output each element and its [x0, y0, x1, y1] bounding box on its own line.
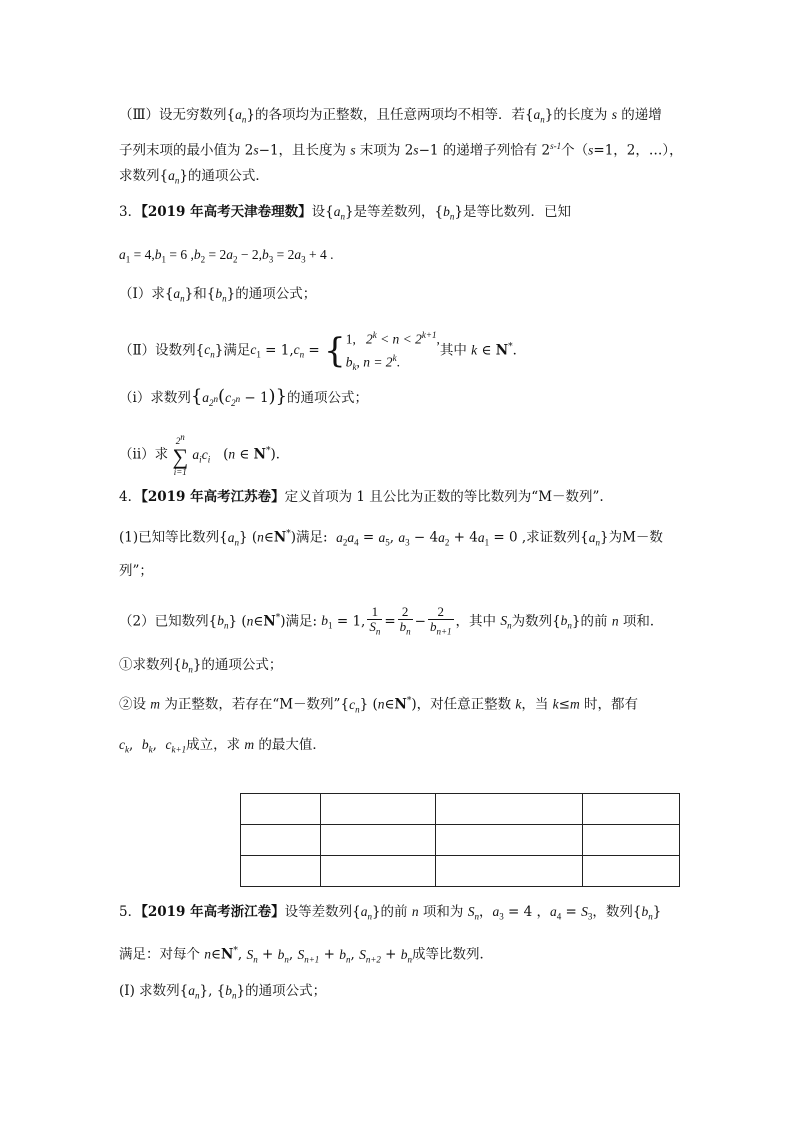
- empty-table: [240, 793, 680, 887]
- q5-header: 5．【2019 年高考浙江卷】设等差数列$\{a_n\}$的前 n 项和为 $S_n$，$a_3 = 4$ ，$a_4 = S_3$，数列$\{b_n\}$: [119, 904, 662, 922]
- q3-part2: （Ⅱ）设数列$\{c_n\}$满足$c_1 = 1,c_n$ = { 1, $2^k < n < 2^{k+1}$, $b_k$, $n = 2^k$. 其中 k ∈ N*．: [119, 330, 527, 372]
- q4-p1-cont: 列”；: [119, 563, 153, 579]
- q4-source: 【2019 年高考江苏卷】: [141, 489, 285, 505]
- q5-stem2: 满足：对每个 n∈N*, $S_n + b_n$, $S_{n+1} + b_n$, $S_{n+2} + b_n$成等比数列．: [119, 946, 494, 965]
- p3-line1: （Ⅲ）设无穷数列$\{a_n\}$的各项均为正整数，且任意两项均不相等．若$\{a_n\}$的长度为 s 的递增: [119, 107, 662, 125]
- q3-sub-ii: （ii）求 2$^n$ ∑ i=1 $a_ic_i$ (n ∈ N*)．: [119, 432, 290, 477]
- table-row: [241, 794, 680, 825]
- q4-c1: ①求数列$\{b_n\}$的通项公式；: [119, 657, 283, 675]
- q3-number: 3．: [119, 204, 142, 220]
- q4-c3: $c_k$, $b_k$, $c_{k+1}$成立，求 m 的最大值．: [119, 737, 326, 755]
- q4-number: 4．: [119, 489, 142, 505]
- q3-sub-i: （i）求数列$\{a_{2^n}(c_{2^n} - 1)\}$的通项公式；: [119, 386, 369, 408]
- q3-source: 【2019 年高考天津卷理数】: [141, 204, 312, 220]
- q3-part1: （Ⅰ）求$\{a_n\}$和$\{b_n\}$的通项公式；: [119, 286, 317, 304]
- q4-c2: ②设 m 为正整数，若存在“M－数列$”\{c_n\}$ (n∈N*)，对任意正整数 k，当 k≤m 时，都有: [119, 696, 639, 715]
- q4-p1: (1)已知等比数列$\{a_n\}$ (n∈N*)满足: $a_2a_4 = a_5$, $a_3 - 4a_2 + 4a_1 = 0$ ,求证数列$\{a_n\}$为M－数: [119, 529, 663, 548]
- q4-p2: （2）已知数列$\{b_n\}$ (n∈N*)满足: $b_1 = 1$, $\frac{1}{S_n}$ = $\frac{2}{b_n}$ − $\frac{2}{b_{n+1}}$ ，其中 $S_n$为数列$\{b_n\}$的前 n 项和．: [119, 604, 664, 637]
- p3-line3: 求数列$\{a_n\}$的通项公式．: [119, 168, 269, 186]
- q5-source: 【2019 年高考浙江卷】: [141, 904, 285, 920]
- q4-header: [119, 488, 604, 506]
- table-row: [241, 856, 680, 887]
- q3-header: 3．【2019 年高考天津卷理数】设$\{a_n\}$是等差数列，$\{b_n\}$是等比数列．已知: [119, 204, 571, 222]
- q3-given: $a_1 = 4,b_1 = 6$ $,b_2 = 2a_2 - 2,b_3 = 2a_3 + 4$ .: [119, 247, 334, 265]
- q5-part1: (Ⅰ) 求数列$\{a_n\}$, $\{b_n\}$的通项公式；: [119, 983, 327, 1001]
- p3-line2: 子列末项的最小值为 2s−1，且长度为 s 末项为 2s−1 的递增子列恰有 2$^{s-1}$个（s=1，2，…），: [119, 141, 683, 159]
- q5-number: 5．: [119, 904, 142, 920]
- table-row: [241, 825, 680, 856]
- q4-stem: 定义首项为 1 且公比为正数的等比数列为“M－数列”.: [284, 489, 604, 505]
